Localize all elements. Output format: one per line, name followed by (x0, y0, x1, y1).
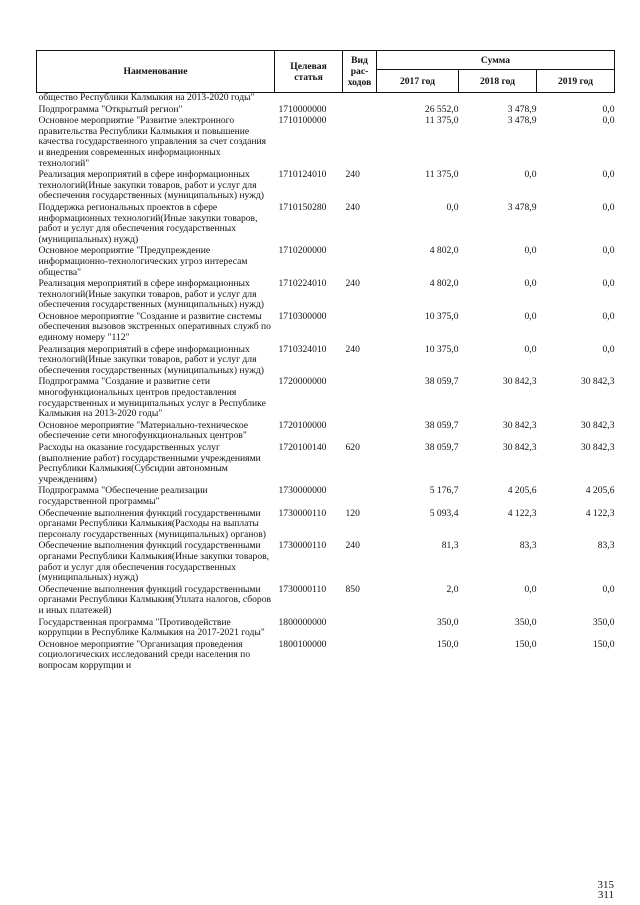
row-amount-2019: 0,0 (602, 343, 615, 355)
row-amount-2019: 0,0 (602, 115, 615, 127)
row-target-code: 1730000110 (278, 583, 327, 595)
row-amount-2018: 0,0 (524, 343, 537, 355)
row-expense-kind (343, 421, 377, 443)
table-row (37, 312, 615, 345)
row-amount-2019: 350,0 (592, 616, 615, 628)
header-year-2018: 2018 год (459, 70, 537, 93)
row-amount-2017: 0,0 (446, 201, 459, 213)
table-row (37, 246, 615, 279)
row-amount-2019: 0,0 (602, 310, 615, 322)
table-row (37, 486, 615, 508)
row-name: Реализация мероприятий в сфере информационных технологий(Иные закупки товаров, работ и услуг для обеспечения государственных (муниципальных) нужд) (38, 278, 264, 311)
row-name: Основное мероприятие "Материально-техническое обеспечение сети многофункциональных центров" (38, 419, 249, 442)
header-year-2019: 2019 год (537, 70, 615, 93)
row-amount-2018: 30 842,3 (502, 376, 537, 388)
row-target-code: 1710200000 (278, 245, 327, 257)
row-target-code: 1730000110 (278, 507, 327, 519)
row-target-code: 1710124010 (278, 169, 327, 181)
row-amount-2018: 30 842,3 (502, 419, 537, 431)
row-amount-2017: 5 176,7 (429, 485, 459, 497)
header-year-2017: 2017 год (377, 70, 459, 93)
row-amount-2019: 0,0 (602, 201, 615, 213)
table-row (37, 541, 615, 584)
row-name: Реализация мероприятий в сфере информационных технологий(Иные закупки товаров, работ и услуг для обеспечения государственных (муниципальных) нужд) (38, 343, 264, 376)
row-amount-2018: 350,0 (514, 616, 537, 628)
row-name: Обеспечение выполнения функций государственными органами Республики Калмыкия(Иные закупки товаров, работ и услуг для обеспечения государственных (муниципальных) нужд) (38, 540, 270, 584)
row-amount-2019: 0,0 (602, 103, 615, 115)
budget-sheet (36, 50, 614, 672)
row-expense-kind (343, 640, 377, 673)
table-row (37, 421, 615, 443)
page-number-primary: 315 (597, 879, 614, 891)
row-amount-2017: 38 059,7 (424, 376, 459, 388)
row-expense-kind (343, 312, 377, 345)
row-amount-2018: 150,0 (514, 638, 537, 650)
row-amount-2017: 38 059,7 (424, 442, 459, 453)
row-amount-2018: 0,0 (524, 278, 537, 290)
table-row (37, 443, 615, 486)
row-target-code: 1720100000 (278, 419, 327, 431)
table-row (37, 509, 615, 542)
row-amount-2018: 83,3 (519, 540, 537, 552)
row-amount-2019: 0,0 (602, 278, 615, 290)
row-amount-2018: 3 478,9 (507, 201, 537, 213)
row-expense-kind (343, 486, 377, 508)
row-amount-2017: 26 552,0 (424, 103, 459, 115)
header-sum: Сумма (377, 51, 615, 70)
table-row (37, 170, 615, 203)
row-amount-2019: 0,0 (602, 245, 615, 257)
row-amount-2019: 0,0 (602, 169, 615, 181)
row-amount-2017: 11 375,0 (425, 169, 459, 181)
table-body (37, 93, 615, 673)
row-expense-kind: 240 (345, 540, 360, 552)
row-target-code (275, 93, 343, 105)
header-name: Наименование (37, 51, 275, 93)
row-name: Государственная программа "Противодействие коррупции в Республике Калмыкия на 2017-2021 годы" (38, 616, 265, 639)
row-target-code: 1720100140 (278, 442, 327, 453)
row-name: Подпрограмма "Открытый регион" (38, 103, 183, 115)
row-amount-2019: 4 205,6 (585, 485, 615, 497)
row-expense-kind (343, 246, 377, 279)
row-target-code: 1710224010 (278, 278, 327, 290)
row-name: Подпрограмма "Создание и развитие сети многофункциональных центров предоставления государственных и муниципальных услуг в Республике Калмыкия на 2013-2020 годы" (38, 376, 266, 420)
row-amount-2017: 4 802,0 (429, 278, 459, 290)
row-name: Реализация мероприятий в сфере информационных технологий(Иные закупки товаров, работ и услуг для обеспечения государственных (муниципальных) нужд) (38, 169, 264, 202)
row-expense-kind: 240 (345, 343, 360, 355)
row-name: Поддержка региональных проектов в сфере информационных технологий(Иные закупки товаров, работ и услуг для обеспечения государственных (муниципальных) нужд) (38, 201, 258, 245)
row-target-code: 1710324010 (278, 343, 327, 355)
row-expense-kind: 120 (345, 507, 360, 519)
row-amount-2019: 30 842,3 (580, 419, 615, 431)
row-name: Основное мероприятие "Организация проведения социологических исследований среди населения по вопросам коррупции и (38, 638, 251, 671)
row-expense-kind (343, 93, 377, 105)
row-target-code: 1710150280 (278, 201, 327, 213)
table-row (37, 618, 615, 640)
row-name: Основное мероприятие "Создание и развитие системы обеспечения вызовов экстренных оперативных служб по единому номеру "112" (38, 310, 271, 344)
table-row (37, 377, 615, 420)
row-amount-2018: 4 205,6 (507, 485, 537, 497)
row-target-code: 1720000000 (278, 376, 327, 388)
row-target-code: 1800100000 (278, 638, 327, 650)
row-target-code: 1710100000 (278, 115, 327, 127)
row-expense-kind: 620 (345, 442, 360, 453)
row-amount-2017: 350,0 (436, 616, 459, 628)
header-kind: Вид рас-ходов (343, 51, 377, 93)
row-amount-2019: 30 842,3 (580, 376, 615, 388)
row-amount-2017: 4 802,0 (429, 245, 459, 257)
table-row (37, 345, 615, 378)
table-row (37, 93, 615, 105)
page-number (578, 880, 614, 900)
header-code: Целевая статья (275, 51, 343, 93)
page-number-secondary: 311 (597, 889, 614, 901)
row-target-code: 1710300000 (278, 310, 327, 322)
row-name: Обеспечение выполнения функций государственными органами Республики Калмыкия(Уплата налогов, сборов и иных платежей) (38, 583, 272, 616)
row-amount-2018: 3 478,9 (507, 115, 537, 127)
row-expense-kind: 850 (345, 583, 360, 595)
row-amount-2018: 0,0 (524, 310, 537, 322)
row-amount-2019: 0,0 (602, 583, 615, 595)
budget-table (36, 50, 615, 672)
row-amount-2017: 10 375,0 (424, 310, 459, 322)
row-expense-kind (343, 105, 377, 117)
row-target-code: 1710000000 (278, 103, 327, 115)
row-amount-2019 (537, 93, 615, 105)
row-name: Обеспечение выполнения функций государственными органами Республики Калмыкия(Расходы на выплаты персоналу государственных (муниципальных) органов) (38, 507, 266, 540)
row-amount-2018: 0,0 (524, 169, 537, 181)
row-expense-kind (343, 377, 377, 420)
row-expense-kind: 240 (345, 169, 360, 181)
row-amount-2017: 81,3 (441, 540, 459, 552)
table-row (37, 279, 615, 312)
row-amount-2018: 30 842,3 (502, 442, 537, 453)
row-expense-kind: 240 (345, 201, 360, 213)
row-amount-2018: 0,0 (524, 245, 537, 257)
row-name: Подпрограмма "Обеспечение реализации государственной программы" (38, 485, 208, 507)
row-expense-kind: 240 (345, 278, 360, 290)
row-amount-2019: 83,3 (597, 540, 615, 552)
table-row (37, 585, 615, 618)
row-amount-2018: 3 478,9 (507, 103, 537, 115)
row-expense-kind (343, 116, 377, 170)
row-target-code: 1730000000 (278, 485, 327, 497)
table-row (37, 640, 615, 673)
row-amount-2017: 11 375,0 (425, 115, 459, 127)
row-amount-2017 (377, 93, 459, 105)
table-row (37, 116, 615, 170)
row-amount-2019: 150,0 (592, 638, 615, 650)
row-amount-2019: 4 122,3 (585, 507, 615, 519)
row-amount-2018: 0,0 (524, 583, 537, 595)
row-amount-2019: 30 842,3 (580, 442, 615, 453)
row-expense-kind (343, 618, 377, 640)
row-amount-2017: 5 093,4 (429, 507, 459, 519)
row-amount-2018 (459, 93, 537, 105)
row-name: Основное мероприятие "Развитие электронного правительства Республики Калмыкия и повышение качества государственного управления за счет создания и внедрения современных информационных технологий" (38, 115, 267, 169)
row-amount-2017: 150,0 (436, 638, 459, 650)
row-target-code: 1730000110 (278, 540, 327, 552)
row-amount-2017: 2,0 (446, 583, 459, 595)
table-row (37, 203, 615, 246)
row-name: Основное мероприятие "Предупреждение информационно-технологических угроз интересам общества" (38, 245, 248, 278)
table-header (37, 51, 615, 93)
row-name: Расходы на оказание государственных услуг (выполнение работ) государственными учреждениями Республики Калмыкия(Субсидии автономным учреждениям) (38, 442, 261, 485)
row-amount-2018: 4 122,3 (507, 507, 537, 519)
row-target-code: 1800000000 (278, 616, 327, 628)
row-name: общество Республики Калмыкия на 2013-2020 годы" (38, 92, 255, 103)
row-amount-2017: 38 059,7 (424, 419, 459, 431)
row-amount-2017: 10 375,0 (424, 343, 459, 355)
